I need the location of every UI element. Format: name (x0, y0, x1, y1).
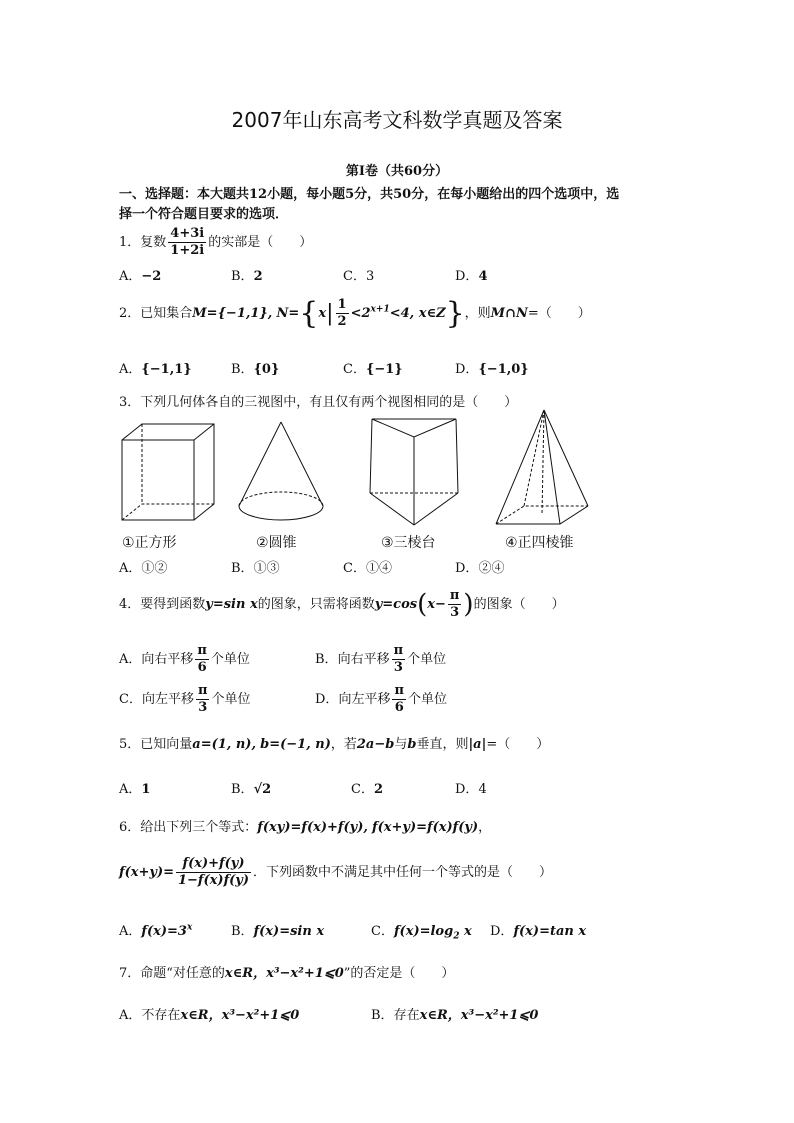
q3-option-b[interactable] (231, 557, 280, 576)
question-1 (119, 226, 312, 259)
q4-option-d[interactable] (315, 683, 447, 716)
q2-option-c-value: {−1} (365, 362, 403, 377)
q5-middle2: 与 (394, 737, 408, 752)
q4-option-d-num: π (394, 683, 404, 698)
q1-fraction (168, 226, 206, 259)
q4-option-a-text: 向右平移 (141, 652, 194, 667)
question-6 (119, 816, 491, 835)
cube-back-edges (122, 424, 214, 520)
q2-option-b[interactable] (231, 358, 279, 377)
q4-prefix: 4．要得到函数 (119, 597, 206, 612)
q2-fraction (336, 297, 349, 330)
q4-option-a-label: A． (119, 652, 142, 667)
q3-option-c-label: C． (343, 561, 366, 576)
pyramid-edge-1 (496, 410, 544, 524)
q1-option-d-value: 4 (478, 269, 488, 284)
q5-option-c-label: C． (351, 782, 374, 797)
q4-right-paren: ) (463, 589, 474, 620)
q2-option-a-label: A． (119, 362, 142, 377)
q6-option-b-value: f(x)=sin x (253, 924, 325, 939)
q2-exp: x+1 (370, 304, 390, 315)
q4-option-b[interactable] (315, 643, 446, 676)
question-5 (119, 733, 549, 752)
q4-func2-b: x− (427, 597, 446, 612)
q2-ineq: <2 (350, 306, 371, 321)
question-6-line-2 (119, 856, 552, 889)
q5-option-b[interactable] (231, 778, 271, 797)
q6-eq3-lhs: f(x+y)= (119, 865, 174, 880)
cone-base-front (239, 506, 323, 520)
q4-option-b-label: B． (315, 652, 338, 667)
q2-option-c-label: C． (343, 362, 366, 377)
q4-option-a[interactable] (119, 643, 250, 676)
q4-option-c-text: 向左平移 (141, 692, 194, 707)
q4-func1: y=sin x (205, 597, 258, 612)
q2-option-b-label: B． (231, 362, 254, 377)
q5-option-a[interactable] (119, 778, 150, 797)
figure-frustum (366, 413, 462, 531)
q7-suffix: ”的否定是（ ） (343, 966, 455, 981)
q3-option-c[interactable] (343, 557, 392, 576)
q6-option-a[interactable] (119, 920, 192, 939)
q6-eq3-den: 1−f(x)f(y) (177, 873, 250, 888)
q2-set-n-start: N= (276, 306, 300, 321)
frustum-edge-left (370, 419, 372, 493)
q3-option-a-label: A． (119, 561, 142, 576)
q7-option-a-value: x∈R，x³−x²+1⩽0 (180, 1008, 300, 1023)
figure-cube (118, 420, 218, 525)
q5-suffix: =（ ） (486, 737, 550, 752)
q1-suffix: 的实部是（ ） (208, 235, 313, 250)
q2-suffix-expr: M∩N (490, 306, 528, 321)
q4-option-b-frac (392, 643, 406, 676)
figure-pyramid (494, 408, 590, 530)
figure-caption-1: ①正方形 (122, 535, 177, 551)
q2-option-d[interactable] (455, 358, 529, 377)
instructions-line-2: 择一个符合题目要求的选项． (119, 207, 289, 222)
q6-option-d-value: f(x)=tan x (513, 924, 587, 939)
q6-option-a-value: f(x)=3 (141, 924, 187, 939)
figure-caption-3: ③三棱台 (381, 535, 436, 551)
q6-eq2-tail: ， (478, 820, 492, 835)
frustum-base-left (370, 493, 414, 525)
q7-prefix: 7．命题“对任意的 (119, 966, 225, 981)
q5-option-b-label: B． (231, 782, 254, 797)
q4-left-paren: ( (417, 589, 428, 620)
q6-eq3-num: f(x)+f(y) (176, 856, 251, 873)
q1-option-b[interactable] (231, 265, 263, 284)
q5-prefix: 5．已知向量 (119, 737, 193, 752)
q1-option-c-value: 3 (365, 269, 375, 284)
q5-expr2: b (407, 737, 417, 752)
q4-option-d-text: 向左平移 (338, 692, 391, 707)
q2-right-brace: } (445, 296, 465, 331)
q1-option-b-value: 2 (253, 269, 263, 284)
q4-option-a-den: 6 (197, 660, 207, 675)
q2-set-m: M={−1,1}, (192, 306, 273, 321)
q4-option-d-den: 6 (394, 700, 404, 715)
q7-option-a[interactable] (119, 1004, 299, 1023)
q7-option-b-text: 存在 (393, 1008, 420, 1023)
q1-option-a[interactable] (119, 265, 161, 284)
section-header: 第Ⅰ卷（共60分） (345, 164, 449, 179)
q1-frac-den: 1+2i (170, 243, 205, 258)
pyramid-height (542, 410, 544, 515)
q6-option-a-label: A． (119, 924, 142, 939)
q2-option-b-value: {0} (253, 362, 280, 377)
q3-option-b-label: B． (231, 561, 254, 576)
q1-option-d-label: D． (455, 269, 479, 284)
q4-option-a-tail: 个单位 (210, 652, 250, 667)
q2-option-c[interactable] (343, 358, 403, 377)
q6-eq2: f(x+y)=f(x)f(y) (372, 820, 479, 835)
q1-option-c[interactable] (343, 265, 374, 284)
q4-option-b-num: π (393, 643, 404, 658)
q1-option-c-label: C． (343, 269, 366, 284)
q4-option-d-label: D． (315, 692, 339, 707)
q2-set-n-end: <4, x∈Z (389, 306, 446, 321)
q5-option-d-value: 4 (478, 782, 487, 797)
q6-option-c-label: C． (371, 924, 394, 939)
q3-option-a[interactable] (119, 557, 167, 576)
q4-suffix: 的图象（ ） (473, 597, 565, 612)
q5-expr: 2a−b (356, 737, 395, 752)
cone-base-back (239, 492, 323, 506)
q4-option-a-frac (195, 643, 209, 676)
q1-option-d[interactable] (455, 265, 487, 284)
q3-option-d[interactable] (455, 557, 504, 576)
q6-option-a-sup: x (186, 922, 193, 933)
q2-option-d-value: {−1,0} (478, 362, 529, 377)
q5-option-a-label: A． (119, 782, 142, 797)
pyramid-edge-hidden (524, 410, 544, 506)
q7-option-a-text: 不存在 (141, 1008, 181, 1023)
q5-option-d[interactable] (455, 778, 487, 797)
q2-option-a[interactable] (119, 358, 192, 377)
q4-func2-a: y=cos (374, 597, 418, 612)
q5-option-a-value: 1 (141, 782, 151, 797)
q4-option-c-num: π (197, 683, 208, 698)
q5-abs: |a| (468, 737, 487, 752)
cube-front-face (122, 440, 194, 520)
q4-option-b-tail: 个单位 (407, 652, 447, 667)
q6-option-b[interactable] (231, 920, 324, 939)
cube-top-edge (194, 424, 214, 440)
question-2 (119, 296, 591, 331)
q6-option-d[interactable] (490, 920, 586, 939)
q3-option-d-value: ②④ (478, 561, 505, 576)
q3-option-b-value: ①③ (253, 561, 280, 576)
q2-suffix: =（ ） (527, 306, 591, 321)
q7-option-a-label: A． (119, 1008, 142, 1023)
q4-option-a-num: π (197, 643, 207, 658)
frustum-base-right (414, 493, 458, 525)
q6-suffix: ．下列函数中不满足其中任何一个等式的是（ ） (253, 865, 553, 880)
figure-caption-4: ④正四棱锥 (505, 535, 574, 551)
q6-option-d-label: D． (490, 924, 514, 939)
q5-middle3: 垂直，则 (416, 737, 469, 752)
q6-option-c-value: f(x)=log (393, 924, 454, 939)
figure-caption-2: ②圆锥 (256, 535, 297, 551)
q2-frac-den: 2 (337, 314, 347, 329)
q4-option-c-frac (196, 683, 210, 716)
q6-eq3-fraction (176, 856, 251, 889)
q6-option-b-label: B． (231, 924, 254, 939)
q2-frac-num: 1 (337, 297, 347, 312)
q2-option-a-value: {−1,1} (141, 362, 192, 377)
q4-frac-den: 3 (450, 605, 460, 620)
q4-option-d-tail: 个单位 (407, 692, 447, 707)
frustum-edge-right (456, 419, 458, 493)
q2-set-n-x: x (318, 306, 327, 321)
q2-suffix-pre: ，则 (464, 306, 491, 321)
q7-option-b-value: x∈R，x³−x²+1⩽0 (419, 1008, 539, 1023)
frustum-top-face (372, 419, 456, 437)
q4-fraction (448, 588, 462, 621)
q5-option-b-value: √2 (253, 782, 272, 797)
q5-middle: ，若 (330, 737, 357, 752)
q5-option-d-label: D． (455, 782, 479, 797)
q4-middle: 的图象，只需将函数 (257, 597, 375, 612)
q2-prefix: 2．已知集合 (119, 306, 193, 321)
q5-option-c[interactable] (351, 778, 383, 797)
q4-option-c-tail: 个单位 (211, 692, 251, 707)
figure-cone (236, 420, 326, 528)
q4-option-c[interactable] (119, 683, 251, 716)
question-4 (119, 588, 565, 621)
q6-option-c-tail: x (459, 924, 472, 939)
q1-option-b-label: B． (231, 269, 254, 284)
q7-option-b[interactable] (371, 1004, 538, 1023)
question-3: 3．下列几何体各自的三视图中，有且仅有两个视图相同的是（ ） (119, 395, 518, 410)
q4-option-d-frac (392, 683, 406, 716)
q3-option-d-label: D． (455, 561, 479, 576)
q5-vec-a: a=(1, n), (192, 737, 256, 752)
q4-option-c-den: 3 (198, 700, 208, 715)
q5-option-c-value: 2 (373, 782, 383, 797)
q3-option-a-value: ①② (141, 561, 168, 576)
q6-option-c[interactable] (371, 920, 472, 942)
q6-prefix: 6．给出下列三个等式： (119, 820, 258, 835)
q2-bar: | (326, 301, 334, 326)
q5-vec-b: b=(−1, n) (260, 737, 331, 752)
q4-option-c-label: C． (119, 692, 142, 707)
q4-frac-num: π (449, 588, 460, 603)
q6-option-c-sub: 2 (453, 931, 460, 942)
q1-prefix: 1．复数 (119, 235, 167, 250)
cube-hidden-bottom (122, 504, 214, 520)
q6-eq1: f(xy)=f(x)+f(y), (257, 820, 368, 835)
instructions-line-1: 一、选择题：本大题共12小题，每小题5分，共50分，在每小题给出的四个选项中，选 (119, 187, 620, 202)
q1-option-a-label: A． (119, 269, 142, 284)
q1-frac-num: 4+3i (170, 226, 205, 241)
q7-expr: x∈R，x³−x²+1⩽0 (224, 966, 344, 981)
q2-option-d-label: D． (455, 362, 479, 377)
page-title: 2007年山东高考文科数学真题及答案 (231, 108, 563, 132)
q4-option-b-den: 3 (393, 660, 403, 675)
q3-option-c-value: ①④ (365, 561, 392, 576)
q7-option-b-label: B． (371, 1008, 394, 1023)
q2-left-brace: { (299, 296, 319, 331)
q1-option-a-value: −2 (141, 269, 162, 284)
question-7 (119, 962, 454, 981)
q4-option-b-text: 向右平移 (337, 652, 390, 667)
